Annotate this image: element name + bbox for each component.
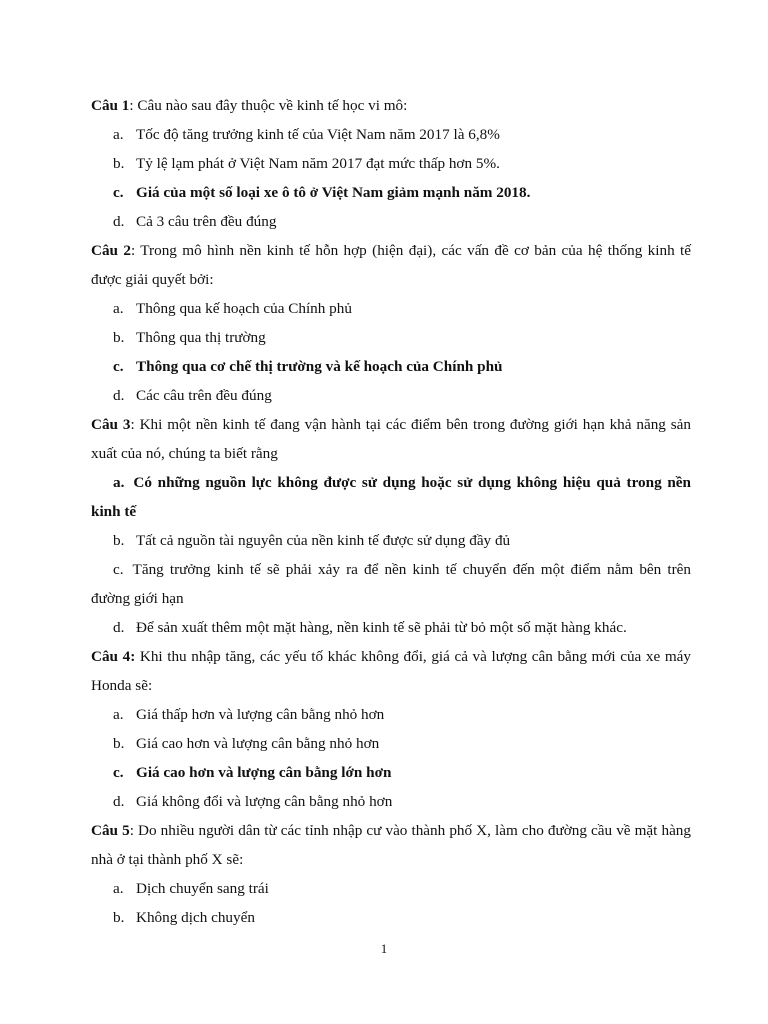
option-1b: b. Tỷ lệ lạm phát ở Việt Nam năm 2017 đạt mức thấp hơn 5%. (113, 155, 500, 172)
option-1a: a. Tốc độ tăng trưởng kinh tế của Việt Nam năm 2017 là 6,8% (113, 126, 500, 143)
option-3d: d. Để sản xuất thêm một mặt hàng, nền kinh tế sẽ phải từ bỏ một số mặt hàng khác. (113, 619, 627, 636)
question-5 (91, 816, 691, 874)
question-label: Câu 5 (91, 822, 130, 839)
option-2b: b. Thông qua thị trường (113, 329, 266, 346)
page-number: 1 (380, 941, 388, 956)
option-2a: a. Thông qua kế hoạch của Chính phủ (113, 300, 352, 317)
option-5b: b. Không dịch chuyển (113, 909, 255, 926)
question-label: Câu 2 (91, 242, 131, 259)
option-2d: d. Các câu trên đều đúng (113, 387, 272, 404)
option-1d: d. Cả 3 câu trên đều đúng (113, 213, 277, 230)
question-2 (91, 236, 691, 294)
question-text: : Do nhiều người dân từ các tỉnh nhập cư vào thành phố X, làm cho đường cầu về mặt hàng nhà ở tại thành phố X sẽ: (91, 822, 691, 868)
option-3b: b. Tất cả nguồn tài nguyên của nền kinh tế được sử dụng đầy đủ (113, 532, 511, 549)
question-label: Câu 3 (91, 416, 131, 433)
question-text: Khi thu nhập tăng, các yếu tố khác không đổi, giá cả và lượng cân bằng mới của xe máy Honda sẽ: (91, 648, 691, 694)
option-2c-correct: c. Thông qua cơ chế thị trường và kế hoạch của Chính phủ (113, 358, 503, 375)
question-3 (91, 410, 691, 468)
option-4c-correct: c. Giá cao hơn và lượng cân bằng lớn hơn (113, 764, 392, 781)
option-5a: a. Dịch chuyển sang trái (113, 880, 269, 897)
question-1 (91, 91, 691, 120)
question-label: Câu 1 (91, 97, 130, 114)
question-text: : Khi một nền kinh tế đang vận hành tại các điểm bên trong đường giới hạn khả năng sản xuất của nó, chúng ta biết rằng (91, 416, 691, 462)
quiz-content (91, 91, 691, 932)
option-3a-correct: a. Có những nguồn lực không được sử dụng hoặc sử dụng không hiệu quả trong nền kinh tế (91, 474, 691, 520)
question-text: : Trong mô hình nền kinh tế hỗn hợp (hiện đại), các vấn đề cơ bản của hệ thống kinh tế được giải quyết bởi: (91, 242, 692, 288)
option-4b: b. Giá cao hơn và lượng cân bằng nhỏ hơn (113, 735, 380, 752)
question-4 (91, 642, 691, 700)
option-3c: c. Tăng trưởng kinh tế sẽ phải xảy ra để nền kinh tế chuyển đến một điểm nằm bên trên đường giới hạn (91, 561, 691, 607)
question-text: : Câu nào sau đây thuộc về kinh tế học vi mô: (129, 97, 408, 114)
option-4a: a. Giá thấp hơn và lượng cân bằng nhỏ hơn (113, 706, 385, 723)
option-4d: d. Giá không đổi và lượng cân bằng nhỏ hơn (113, 793, 393, 810)
option-1c-correct: c. Giá của một số loại xe ô tô ở Việt Nam giảm mạnh năm 2018. (113, 184, 531, 201)
question-label: Câu 4: (91, 648, 136, 665)
